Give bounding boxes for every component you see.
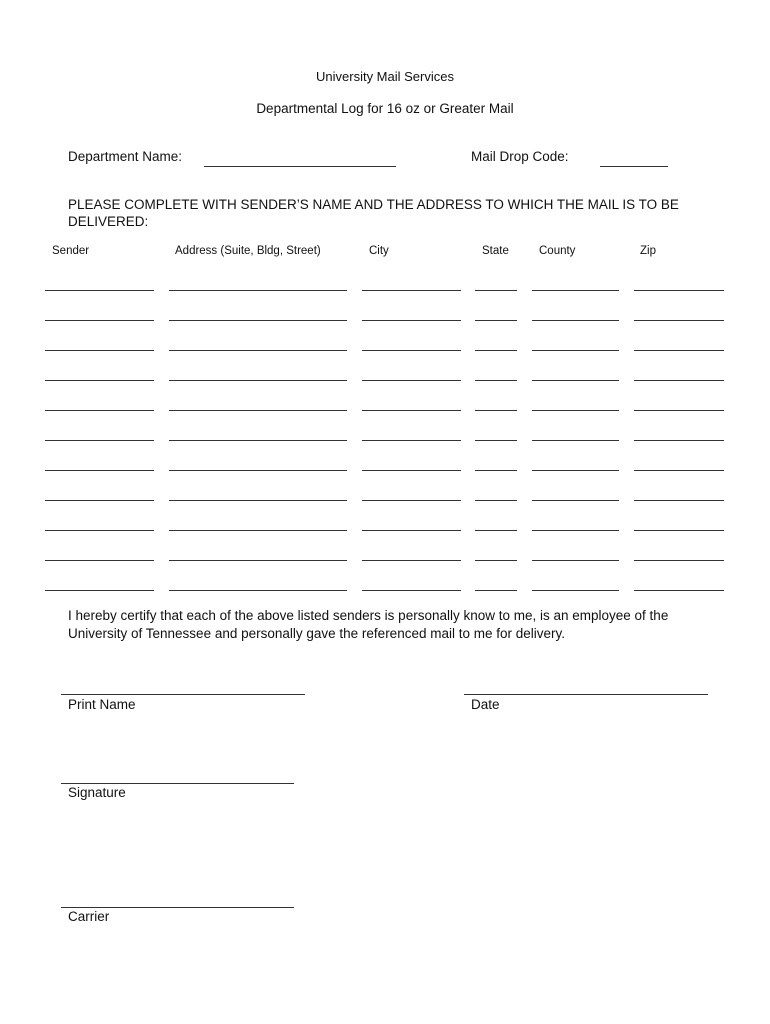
mail-drop-code-field[interactable] [600,166,668,167]
log-field-sender[interactable] [45,470,154,471]
log-field-state[interactable] [475,380,517,381]
log-field-state[interactable] [475,440,517,441]
log-field-address[interactable] [169,380,347,381]
log-field-sender[interactable] [45,560,154,561]
log-field-state[interactable] [475,320,517,321]
log-field-zip[interactable] [634,560,724,561]
log-field-county[interactable] [532,530,619,531]
log-field-zip[interactable] [634,290,724,291]
log-field-address[interactable] [169,320,347,321]
log-field-city[interactable] [362,530,461,531]
carrier-label: Carrier [68,909,110,924]
column-header-state: State [482,245,509,257]
column-header-address: Address (Suite, Bldg, Street) [175,245,321,257]
print-name-line[interactable] [61,694,305,695]
log-field-city[interactable] [362,440,461,441]
log-field-city[interactable] [362,410,461,411]
department-name-label: Department Name: [68,149,183,164]
department-name-field[interactable] [204,166,396,167]
log-field-county[interactable] [532,380,619,381]
log-field-sender[interactable] [45,320,154,321]
log-field-city[interactable] [362,350,461,351]
log-field-sender[interactable] [45,410,154,411]
form-title: University Mail Services [316,69,454,84]
form-subtitle: Departmental Log for 16 oz or Greater Mail [256,101,514,116]
log-field-zip[interactable] [634,380,724,381]
column-header-sender: Sender [52,245,90,257]
log-field-county[interactable] [532,560,619,561]
log-field-sender[interactable] [45,380,154,381]
log-field-county[interactable] [532,350,619,351]
log-field-county[interactable] [532,470,619,471]
log-field-city[interactable] [362,380,461,381]
log-field-address[interactable] [169,500,347,501]
log-field-county[interactable] [532,410,619,411]
log-field-address[interactable] [169,440,347,441]
log-field-county[interactable] [532,590,619,591]
log-field-sender[interactable] [45,350,154,351]
column-header-county: County [539,245,576,257]
log-field-zip[interactable] [634,350,724,351]
log-field-zip[interactable] [634,440,724,441]
log-field-city[interactable] [362,500,461,501]
log-field-city[interactable] [362,470,461,471]
date-line[interactable] [464,694,708,695]
certification-text: I hereby certify that each of the above listed senders is personally know to me, is an employee of the University of Tennessee and personally gave the referenced mail to me for delivery. [68,608,669,641]
date-label: Date [471,697,500,712]
log-field-state[interactable] [475,350,517,351]
log-field-zip[interactable] [634,590,724,591]
log-field-state[interactable] [475,500,517,501]
log-field-zip[interactable] [634,320,724,321]
log-field-state[interactable] [475,410,517,411]
log-field-address[interactable] [169,350,347,351]
log-field-address[interactable] [169,290,347,291]
log-field-address[interactable] [169,530,347,531]
log-field-state[interactable] [475,290,517,291]
log-field-state[interactable] [475,530,517,531]
log-field-city[interactable] [362,320,461,321]
log-field-county[interactable] [532,440,619,441]
log-field-zip[interactable] [634,410,724,411]
log-field-county[interactable] [532,290,619,291]
log-field-city[interactable] [362,290,461,291]
column-header-zip: Zip [640,245,656,257]
log-field-state[interactable] [475,590,517,591]
log-field-sender[interactable] [45,290,154,291]
log-field-address[interactable] [169,590,347,591]
log-field-county[interactable] [532,500,619,501]
log-field-address[interactable] [169,410,347,411]
log-field-zip[interactable] [634,470,724,471]
log-field-county[interactable] [532,320,619,321]
log-field-city[interactable] [362,560,461,561]
column-header-city: City [369,245,389,257]
log-field-sender[interactable] [45,590,154,591]
log-field-sender[interactable] [45,500,154,501]
carrier-line[interactable] [61,907,294,908]
signature-label: Signature [68,785,126,800]
log-field-address[interactable] [169,560,347,561]
instructions-text: PLEASE COMPLETE WITH SENDER’S NAME AND THE ADDRESS TO WHICH THE MAIL IS TO BE DELIVERED: [68,197,679,229]
log-field-zip[interactable] [634,530,724,531]
log-field-sender[interactable] [45,440,154,441]
log-field-address[interactable] [169,470,347,471]
log-field-state[interactable] [475,470,517,471]
print-name-label: Print Name [68,697,136,712]
log-field-zip[interactable] [634,500,724,501]
log-field-sender[interactable] [45,530,154,531]
signature-line[interactable] [61,783,294,784]
mail-drop-code-label: Mail Drop Code: [471,149,569,164]
log-field-state[interactable] [475,560,517,561]
log-field-city[interactable] [362,590,461,591]
